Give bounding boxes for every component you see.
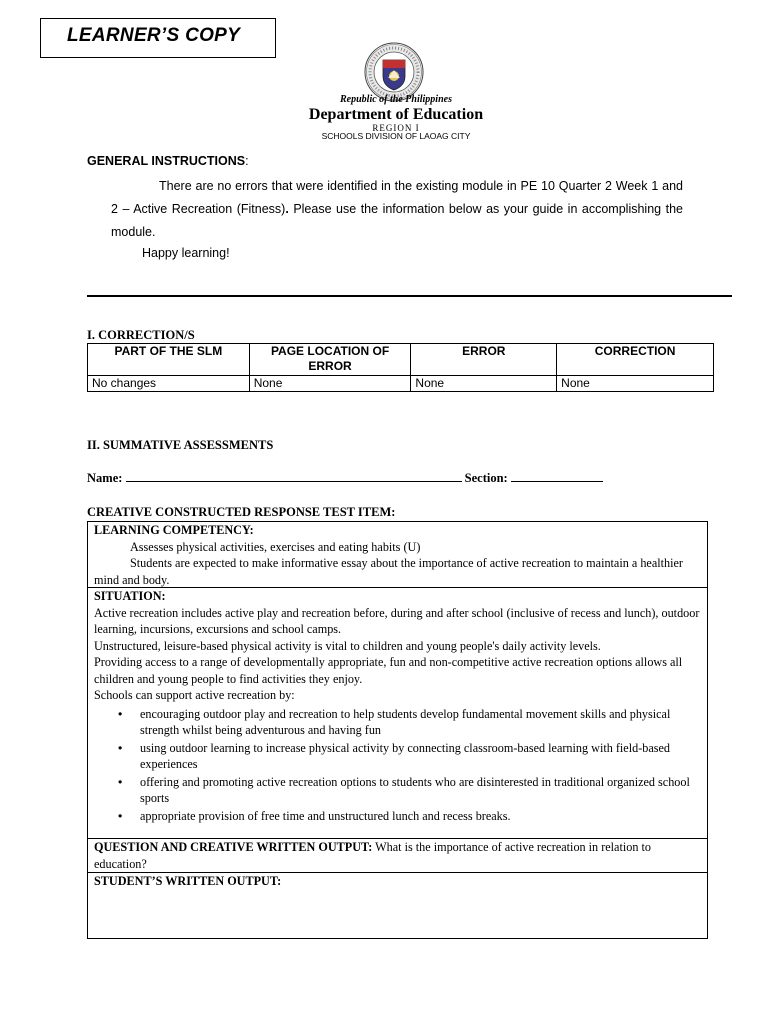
deped-seal-icon [364, 42, 424, 102]
section-blank[interactable] [511, 471, 603, 482]
summative-title: II. SUMMATIVE ASSESSMENTS [87, 438, 274, 452]
republic-header: Republic of the Philippines [340, 94, 452, 105]
question-label: QUESTION AND CREATIVE WRITTEN OUTPUT: [94, 840, 373, 854]
competency-cell [88, 522, 707, 588]
header-page-location: PAGE LOCATION OF ERROR [249, 344, 411, 376]
header-correction: CORRECTION [557, 344, 714, 376]
header-error: ERROR [411, 344, 557, 376]
situation-p4: Schools can support active recreation by: [94, 688, 295, 702]
competency-line-2: Students are expected to make informative essay about the importance of active recreation to maintain a healthier mind and body. [94, 556, 683, 587]
section-label: Section: [464, 471, 508, 485]
name-blank[interactable] [126, 471, 462, 482]
general-instructions-paragraph: There are no errors that were identified in the existing module in PE 10 Quarter 2 Week 1 and 2 – Active Recreation (Fitness). Please use the information below as your guide in accomplishing the module. [111, 179, 683, 239]
table-header-row [88, 344, 714, 376]
header-part-of-slm: PART OF THE SLM [88, 344, 250, 376]
assessment-box [87, 521, 708, 939]
list-item: • offering and promoting active recreation options to students who are disinterested in traditional organized school sports [94, 774, 701, 807]
test-item-title: CREATIVE CONSTRUCTED RESPONSE TEST ITEM: [87, 505, 396, 519]
learners-copy-box [40, 18, 276, 58]
section-divider [87, 295, 732, 297]
table-row [88, 376, 714, 392]
competency-line-1: Assesses physical activities, exercises and eating habits (U) [130, 539, 421, 554]
division-header: SCHOOLS DIVISION OF LAOAG CITY [321, 131, 471, 141]
region-header: REGION I [372, 123, 420, 133]
learners-copy-label: LEARNER’S COPY [67, 25, 241, 46]
situation-p2: Unstructured, leisure-based physical activity is vital to children and young people's daily activity levels. [94, 638, 601, 653]
list-item: • using outdoor learning to increase physical activity by connecting classroom-based learning with field-based experiences [94, 740, 701, 773]
situation-label: SITUATION: [94, 589, 166, 603]
cell-correction: None [557, 376, 714, 392]
situation-p3: Providing access to a range of developmentally appropriate, fun and non-competitive active recreation options allows all children and young people to find activities they enjoy. [94, 655, 683, 686]
corrections-table [87, 343, 714, 392]
closing-text: Happy learning! [142, 246, 230, 260]
general-instructions-title: GENERAL INSTRUCTIONS: [87, 154, 249, 168]
situation-cell [88, 588, 707, 839]
competency-label: LEARNING COMPETENCY: [94, 523, 254, 537]
written-output-cell[interactable] [88, 873, 707, 939]
cell-part: No changes [88, 376, 250, 392]
list-item: • encouraging outdoor play and recreation to help students develop fundamental movement skills and physical strength whilst being adventurous and having fun [94, 706, 701, 739]
question-text: What is the importance of active recreation in relation to education? [94, 840, 651, 871]
name-label: Name: [87, 471, 123, 485]
department-header: Department of Education [308, 106, 484, 123]
situation-p1: Active recreation includes active play and recreation before, during and after school (inclusive of recess and lunch), outdoor learning, incursions, excursions and school camps. [94, 605, 700, 636]
list-item: • appropriate provision of free time and unstructured lunch and recess breaks. [94, 808, 701, 825]
name-section-row [87, 471, 603, 486]
written-output-label: STUDENT’S WRITTEN OUTPUT: [94, 874, 282, 888]
cell-error: None [411, 376, 557, 392]
question-cell [88, 839, 707, 873]
cell-page: None [249, 376, 411, 392]
corrections-title: I. CORRECTION/S [87, 328, 195, 342]
